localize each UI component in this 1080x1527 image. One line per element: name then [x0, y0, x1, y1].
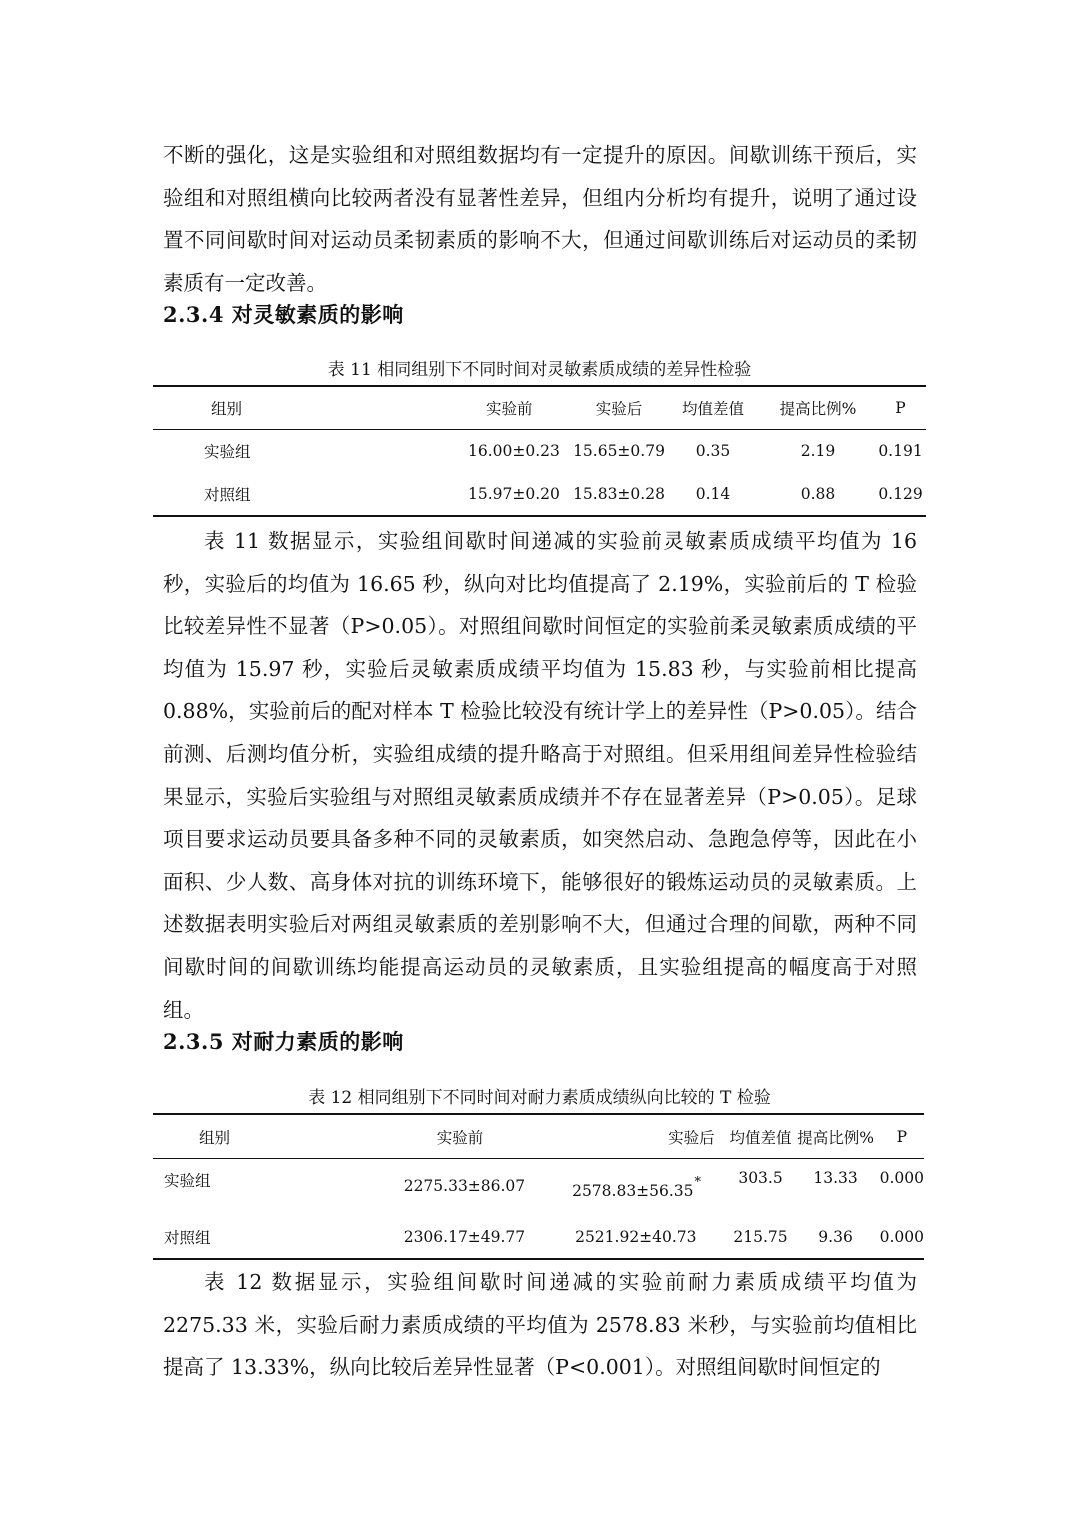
paragraph-flexibility-conclusion: 不断的强化，这是实验组和对照组数据均有一定提升的原因。间歇训练干预后，实验组和对照组横向比较两者没有显著性差异，但组内分析均有提升，说明了通过设置不同间歇时间对运动员柔韧素质的影响不大，但通过间歇训练后对运动员的柔韧素质有一定改善。 — [163, 143, 917, 295]
table-11-header-before: 实验前 — [486, 400, 533, 418]
table-11-header-ratio: 提高比例% — [779, 400, 857, 418]
table-11-cell: 15.83±0.28 — [573, 485, 665, 503]
table-11-cell: 15.65±0.79 — [573, 442, 665, 460]
table-11-bottom-rule — [153, 515, 926, 517]
table-12-cell-with-mark — [552, 1158, 729, 1216]
table-12-header-ratio: 提高比例% — [797, 1128, 874, 1147]
table-12-cell: 对照组 — [164, 1229, 211, 1247]
table-12-caption: 表 12 相同组别下不同时间对耐力素质成绩纵向比较的 T 检验 — [308, 1088, 771, 1108]
table-11-caption: 表 11 相同组别下不同时间对灵敏素质成绩的差异性检验 — [327, 360, 752, 380]
table-12-header-row — [153, 1115, 924, 1158]
table-12-cell: 2275.33±86.07 — [403, 1177, 526, 1195]
table-12 — [153, 1115, 924, 1258]
table-11-cell: 实验组 — [204, 443, 251, 461]
table-12-header-after: 实验后 — [668, 1128, 715, 1147]
table-11 — [153, 387, 926, 515]
table-11-cell: 0.129 — [878, 485, 923, 503]
table-11-cell: 15.97±0.20 — [468, 485, 560, 503]
table-11-cell: 0.14 — [695, 485, 731, 503]
table-12-cell: 9.36 — [818, 1228, 853, 1246]
table-row — [153, 1216, 924, 1258]
table-11-header-after: 实验后 — [595, 400, 643, 418]
table-11-header-row — [153, 387, 926, 429]
table-12-header-group: 组别 — [199, 1128, 231, 1147]
table-11-cell: 对照组 — [204, 486, 251, 504]
table-12-cell: 0.000 — [879, 1228, 924, 1246]
table-11-cell: 2.19 — [800, 442, 836, 460]
section-heading-2-3-4: 2.3.4 对灵敏素质的影响 — [163, 302, 404, 327]
table-11-cell: 0.191 — [878, 442, 923, 460]
table-12-value: 2578.83±56.35 — [572, 1182, 694, 1200]
table-11-header-p: P — [895, 399, 906, 417]
table-row — [153, 473, 926, 515]
section-heading-2-3-5: 2.3.5 对耐力素质的影响 — [163, 1029, 404, 1054]
table-12-bottom-rule — [153, 1258, 924, 1260]
table-11-cell: 16.00±0.23 — [468, 442, 560, 460]
table-row — [153, 429, 926, 473]
table-11-cell: 0.35 — [695, 442, 731, 460]
table-12-header-diff: 均值差值 — [729, 1128, 792, 1147]
table-12-cell: 215.75 — [733, 1228, 788, 1246]
table-12-cell: 2306.17±49.77 — [403, 1228, 526, 1246]
table-12-header-p: P — [896, 1127, 907, 1146]
table-12-cell: 0.000 — [879, 1169, 924, 1187]
table-12-cell: 13.33 — [813, 1169, 858, 1187]
table-12-cell: 303.5 — [738, 1169, 783, 1187]
significance-mark: * — [694, 1175, 702, 1190]
table-11-header-diff: 均值差值 — [681, 400, 744, 418]
table-12-cell: 实验组 — [164, 1172, 211, 1190]
table-11-cell: 0.88 — [800, 485, 836, 503]
table-12-header-before: 实验前 — [436, 1128, 484, 1147]
paragraph-endurance-analysis: 表 12 数据显示，实验组间歇时间递减的实验前耐力素质成绩平均值为 2275.33 米，实验后耐力素质成绩的平均值为 2578.83 米秒，与实验前均值相比提高了 13.33%，纵向比较后差异性显著（P<0.001）。对照组间歇时间恒定的 — [163, 1270, 917, 1380]
table-row — [153, 1158, 924, 1216]
paragraph-agility-analysis: 表 11 数据显示，实验组间歇时间递减的实验前灵敏素质成绩平均值为 16 秒，实验后的均值为 16.65 秒，纵向对比均值提高了 2.19%，实验前后的 T 检验比较差异性不显著（P>0.05）。对照组间歇时间恒定的实验前柔灵敏素质成绩的平均值为 15.97 秒，实验后灵敏素质成绩平均值为 15.83 秒，与实验前相比提高 0.88%，实验前后的配对样本 T 检验比较没有统计学上的差异性（P>0.05）。结合前测、后测均值分析，实验组成绩的提升略高于对照组。但采用组间差异性检验结果显示，实验后实验组与对照组灵敏素质成绩并不存在显著差异（P>0.05）。足球项目要求运动员要具备多种不同的灵敏素质，如突然启动、急跑急停等，因此在小面积、少人数、高身体对抗的训练环境下，能够很好的锻炼运动员的灵敏素质。上述数据表明实验后对两组灵敏素质的差别影响不大，但通过合理的间歇，两种不同间歇时间的间歇训练均能提高运动员的灵敏素质，且实验组提高的幅度高于对照组。 — [163, 529, 917, 1022]
table-12-cell: 2521.92±40.73 — [575, 1228, 697, 1246]
table-11-header-group: 组别 — [211, 400, 243, 418]
